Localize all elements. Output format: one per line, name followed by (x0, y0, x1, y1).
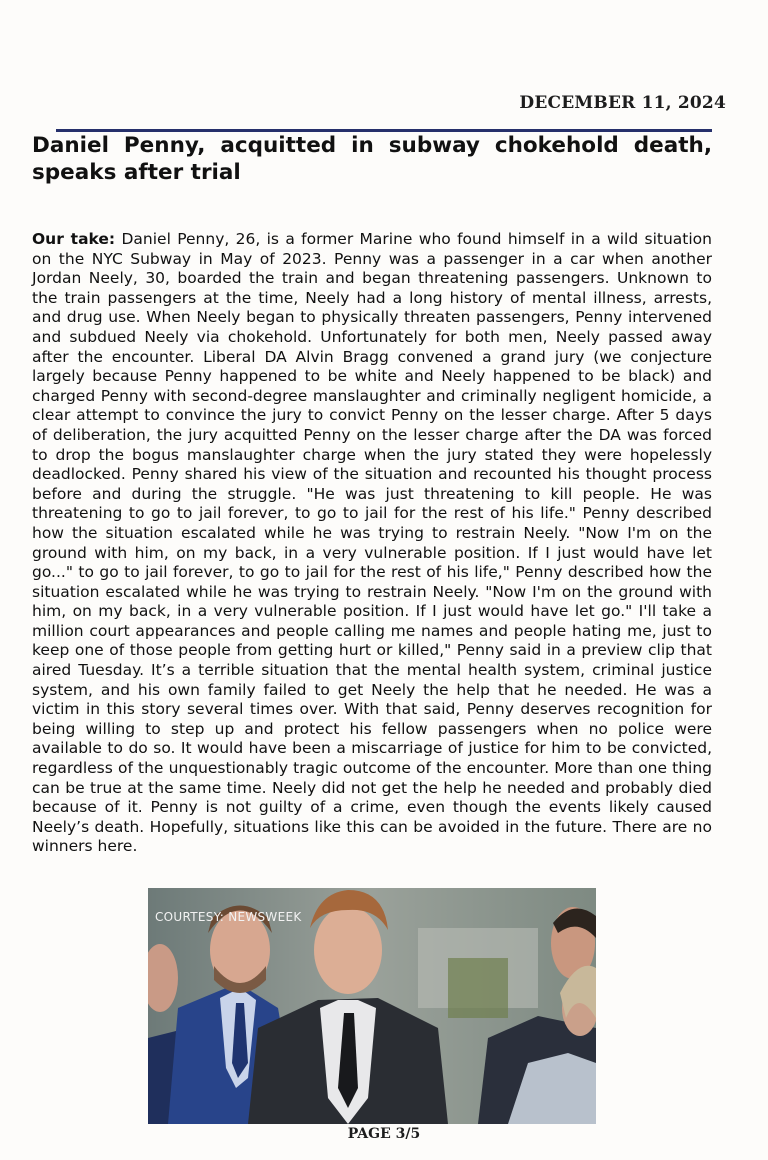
photo-credit: COURTESY: NEWSWEEK (155, 910, 302, 924)
article-photo (148, 888, 596, 1124)
article-body (32, 230, 712, 857)
our-take-label: Our take: (32, 230, 116, 248)
issue-date: DECEMBER 11, 2024 (519, 93, 726, 113)
article-headline: Daniel Penny, acquitted in subway chokehold death, speaks after trial (32, 133, 712, 185)
article-text: Daniel Penny, 26, is a former Marine who found himself in a wild situation on the NYC Subway in May of 2023. Penny was a passenger in a car when another Jordan Neely, 30, boarded the train and began threatening passengers. Unknown to the train passengers at the time, Neely had a long history of mental illness, arrests, and drug use. When Neely began to physically threaten passengers, Penny intervened and subdued Neely via chokehold. Unfortunately for both men, Neely passed away after the encounter. Liberal DA Alvin Bragg convened a grand jury (we conjecture largely because Penny happened to be white and Neely happened to be black) and charged Penny with second-degree manslaughter and criminally negligent homicide, a clear attempt to convince the jury to convict Penny on the lesser charge. After 5 days of deliberation, the jury acquitted Penny on the lesser charge after the DA was forced to drop the bogus manslaughter charge when the jury stated they were hopelessly deadlocked. Penny shared his view of the situation and recounted his thought process before and during the struggle. "He was just threatening to kill people. He was threatening to go to jail forever, to go to jail for the rest of his life." Penny described how the situation escalated while he was trying to restrain Neely. "Now I'm on the ground with him, on my back, in a very vulnerable position. If I just would have let go..." to go to jail forever, to go to jail for the rest of his life," Penny described how the situation escalated while he was trying to restrain Neely. "Now I'm on the ground with him, on my back, in a very vulnerable position. If I just would have let go." I'll take a million court appearances and people calling me names and people hating me, just to keep one of those people from getting hurt or killed," Penny said in a preview clip that aired Tuesday. It’s a terrible situation that the mental health system, criminal justice system, and his own family failed to get Neely the help that he needed. He was a victim in this story several times over. With that said, Penny deserves recognition for being willing to step up and protect his fellow passengers when no police were available to do so. It would have been a miscarriage of justice for him to be convicted, regardless of the unquestionably tragic outcome of the encounter. More than one thing can be true at the same time. Neely did not get the help he needed and probably died because of it. Penny is not guilty of a crime, even though the events likely caused Neely’s death. Hopefully, situations like this can be avoided in the future. There are no winners here. (32, 230, 712, 856)
page-number: PAGE 3/5 (347, 1126, 421, 1142)
